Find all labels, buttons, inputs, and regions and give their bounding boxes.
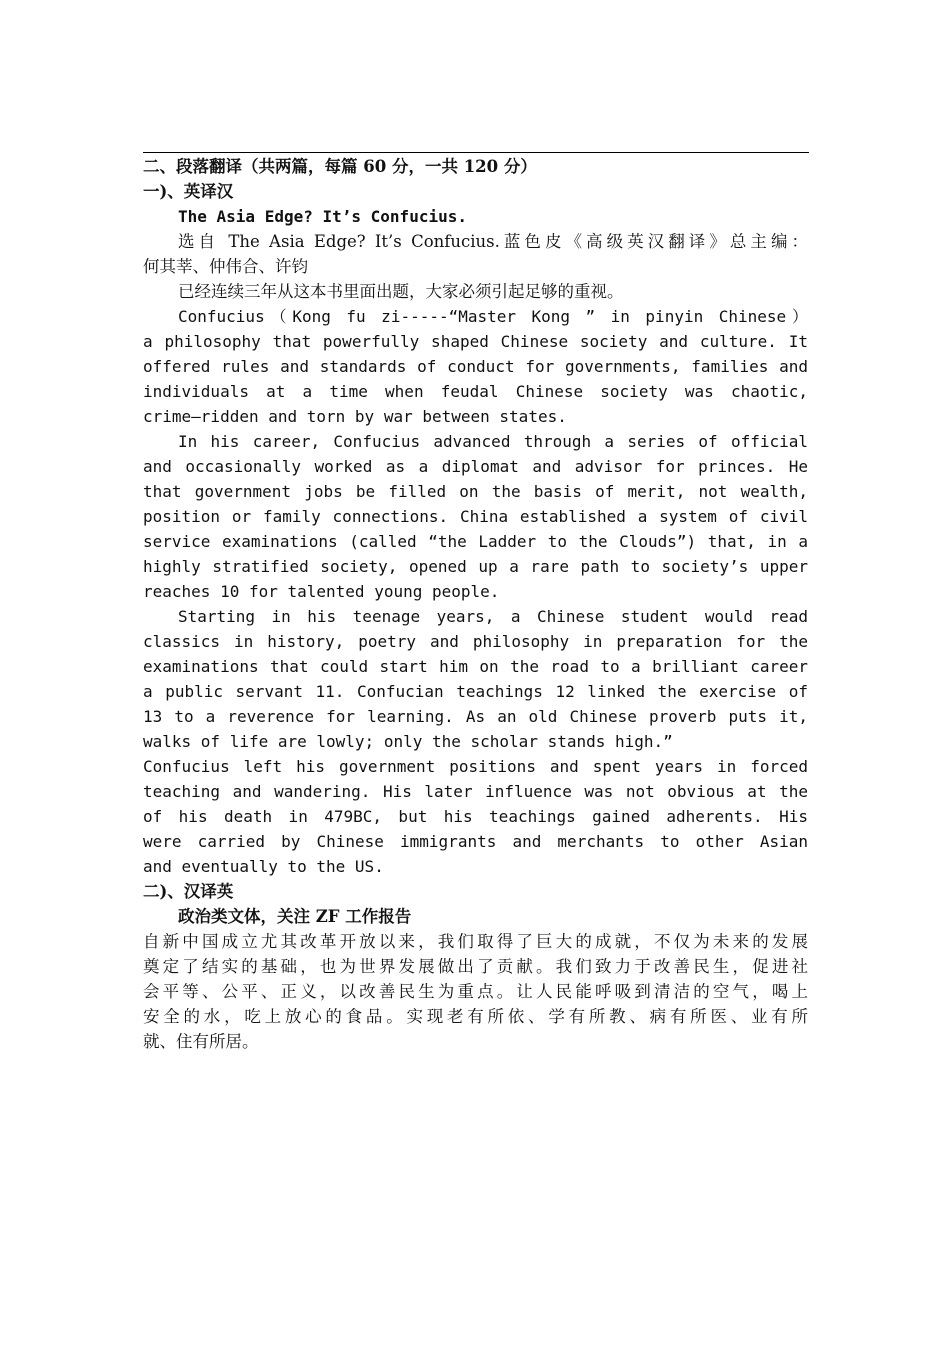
passage-line: classics in history, poetry and philosophy in preparation for the (143, 632, 808, 651)
passage-line: highly stratified society, opened up a rare path to society’s upper (143, 557, 808, 576)
subsection-heading-zh-en: 二)、汉译英 (143, 882, 234, 901)
passage-line: Confucius（Kong fu zi-----“Master Kong ” in pinyin Chinese） (178, 307, 808, 326)
passage-line: Starting in his teenage years, a Chinese student would read (178, 607, 808, 626)
chinese-passage-line: 就、住有所居。 (143, 1032, 259, 1051)
passage-line: a public servant 11. Confucian teachings 12 linked the exercise of (143, 682, 808, 701)
chinese-passage-line: 自新中国成立尤其改革开放以来，我们取得了巨大的成就，不仅为未来的发展 (143, 932, 808, 951)
passage-line: Confucius left his government positions and spent years in forced (143, 757, 808, 776)
note-line: 已经连续三年从这本书里面出题，大家必须引起足够的重视。 (178, 282, 624, 301)
passage-line: reaches 10 for talented young people. (143, 582, 500, 601)
passage-line: In his career, Confucius advanced through a series of official (178, 432, 808, 451)
passage-line: offered rules and standards of conduct for governments, families and (143, 357, 808, 376)
document-body (143, 154, 808, 1054)
passage-line: and eventually to the US. (143, 857, 384, 876)
passage-line: of his death in 479BC, but his teachings gained adherents. His (143, 807, 808, 826)
passage-line: were carried by Chinese immigrants and merchants to other Asian (143, 832, 808, 851)
passage-line: a philosophy that powerfully shaped Chinese society and culture. It (143, 332, 808, 351)
passage-line: crime—ridden and torn by war between states. (143, 407, 567, 426)
passage-line: that government jobs be filled on the basis of merit, not wealth, (143, 482, 808, 501)
passage-line: examinations that could start him on the road to a brilliant career (143, 657, 808, 676)
chinese-passage-line: 会平等、公平、正义，以改善民生为重点。让人民能呼吸到清洁的空气，喝上 (143, 982, 808, 1001)
passage-title: The Asia Edge? It’s Confucius. (178, 207, 467, 226)
section-heading: 二、段落翻译（共两篇，每篇 60 分，一共 120 分） (143, 157, 537, 176)
header-rule (143, 152, 809, 153)
source-line: 选自 The Asia Edge? It’s Confucius.蓝色皮《高级英汉翻译》总主编： (178, 232, 808, 251)
passage-line: walks of life are lowly; only the scholar stands high.” (143, 732, 673, 751)
subsection-heading-en-zh: 一)、英译汉 (143, 182, 234, 201)
chinese-passage-line: 安全的水，吃上放心的食品。实现老有所依、学有所教、病有所医、业有所 (143, 1007, 808, 1026)
passage-line: individuals at a time when feudal Chinese society was chaotic, (143, 382, 808, 401)
passage-line: and occasionally worked as a diplomat and advisor for princes. He (143, 457, 808, 476)
topic-note: 政治类文体，关注 ZF 工作报告 (178, 907, 412, 926)
chinese-passage-line: 奠定了结实的基础，也为世界发展做出了贡献。我们致力于改善民生，促进社 (143, 957, 808, 976)
passage-line: service examinations (called “the Ladder to the Clouds”) that, in a (143, 532, 808, 551)
passage-line: position or family connections. China established a system of civil (143, 507, 808, 526)
source-line: 何其莘、仲伟合、许钧 (143, 257, 308, 276)
passage-line: teaching and wandering. His later influence was not obvious at the (143, 782, 808, 801)
passage-line: 13 to a reverence for learning. As an old Chinese proverb puts it, (143, 707, 808, 726)
